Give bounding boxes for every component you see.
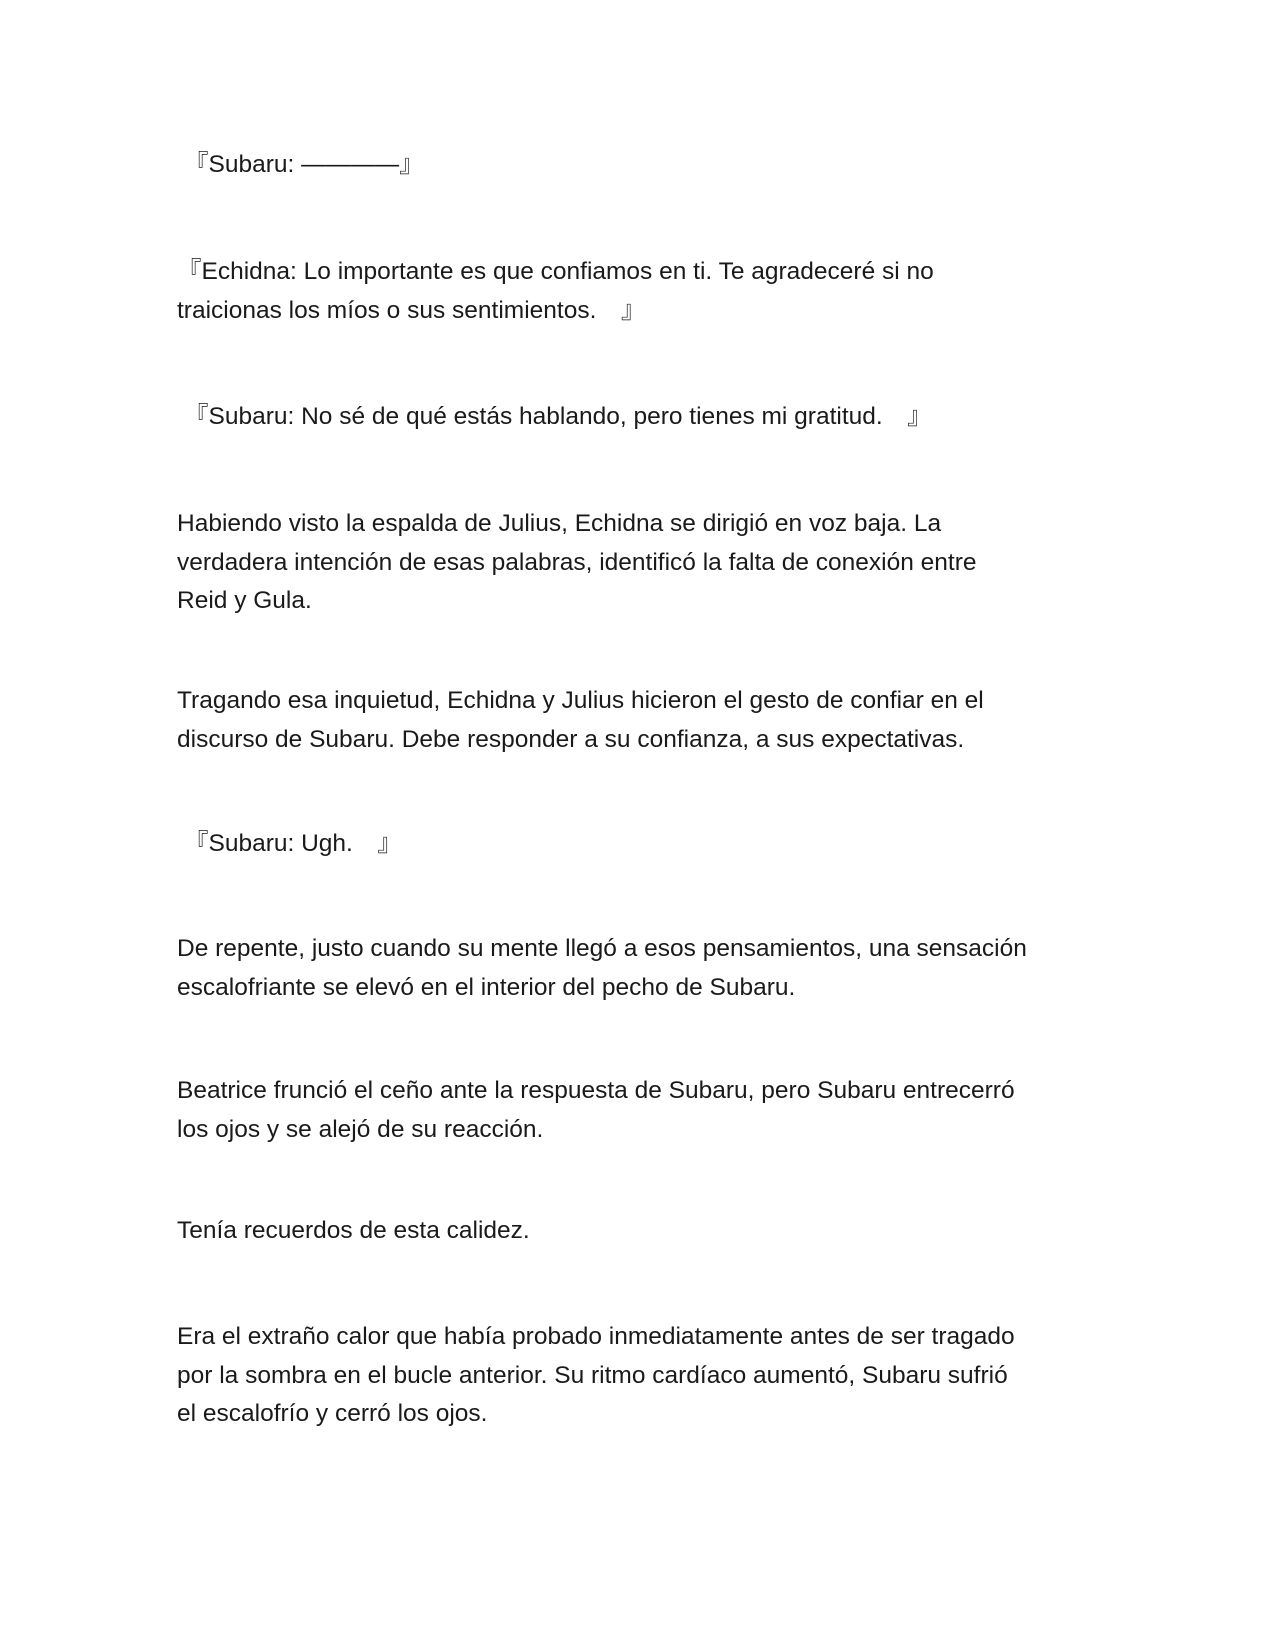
narration-julius-back: Habiendo visto la espalda de Julius, Echidna se dirigió en voz baja. La verdadera intención de esas palabras, identificó la falta de conexión entre Reid y Gula.: [177, 510, 977, 614]
dialogue-echidna: 『Echidna: Lo importante es que confiamos en ti. Te agradeceré si no traicionas los míos o sus sentimientos. 』: [177, 258, 934, 324]
dialogue-subaru-gratitude: 『Subaru: No sé de qué estás hablando, pero tienes mi gratitud. 』: [184, 403, 932, 430]
dialogue-subaru-dashes: 『Subaru: ————』: [184, 151, 424, 178]
narration-beatrice-frown: Beatrice frunció el ceño ante la respuesta de Subaru, pero Subaru entrecerró los ojos y se alejó de su reacción.: [177, 1077, 1015, 1143]
narration-chilling-sensation: De repente, justo cuando su mente llegó a esos pensamientos, una sensación escalofriante se elevó en el interior del pecho de Subaru.: [177, 935, 1027, 1001]
narration-memories-warmth: Tenía recuerdos de esta calidez.: [177, 1217, 530, 1244]
narration-swallowing-unease: Tragando esa inquietud, Echidna y Julius hicieron el gesto de confiar en el discurso de Subaru. Debe responder a su confianza, a sus expectativas.: [177, 687, 984, 753]
dialogue-subaru-ugh: 『Subaru: Ugh. 』: [184, 830, 402, 857]
narration-strange-heat: Era el extraño calor que había probado inmediatamente antes de ser tragado por la sombra en el bucle anterior. Su ritmo cardíaco aumentó, Subaru sufrió el escalofrío y cerró los ojos.: [177, 1323, 1015, 1427]
